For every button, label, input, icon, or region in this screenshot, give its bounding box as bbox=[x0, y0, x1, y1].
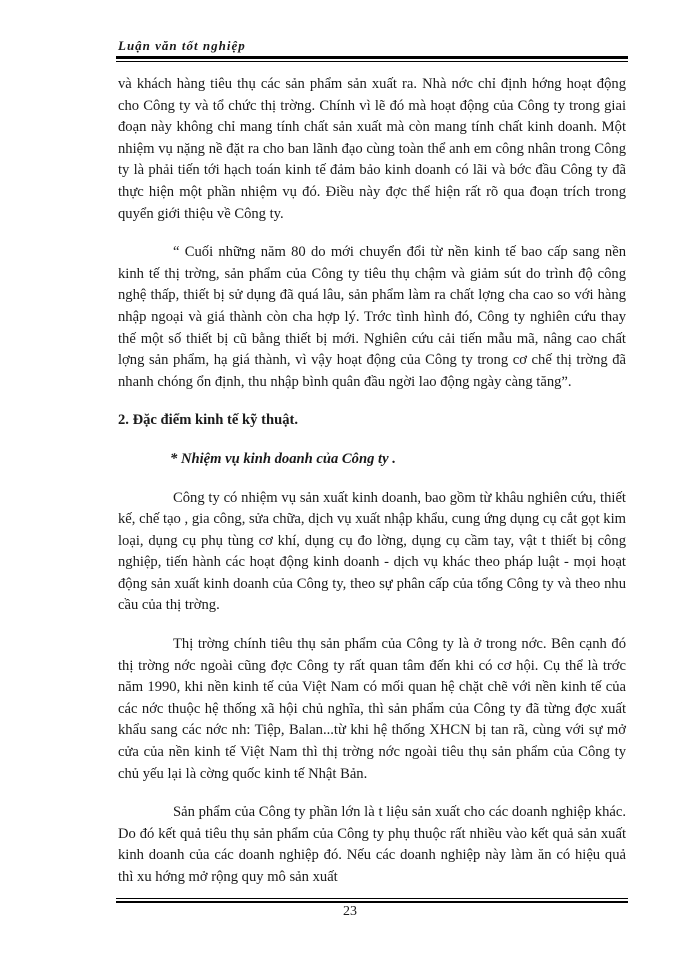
header-rule-thick bbox=[116, 56, 628, 59]
footer-rule-thick bbox=[116, 901, 628, 903]
paragraph-1: và khách hàng tiêu thụ các sản phẩm sản xuất ra. Nhà nớc chỉ định hớng hoạt động cho Công ty và tổ chức thị trờng. Chính vì lẽ đó mà hoạt động của Công ty trong giai đoạn này không chỉ mang tính chất sản xuất mà còn mang tính chất kinh doanh. Một nhiệm vụ nặng nề đặt ra cho ban lãnh đạo cùng toàn thể anh em công nhân trong Công ty là phải tiến tới hạch toán kinh tế đảm bảo kinh doanh có lãi và bớc đầu Công ty đã thực hiện một phần nhiệm vụ đó. Điều này đợc thể hiện rất rõ qua đoạn trích trong quyển giới thiệu về Công ty. bbox=[118, 76, 626, 222]
section-heading: 2. Đặc điểm kinh tế kỹ thuật. bbox=[118, 412, 299, 429]
page-body bbox=[118, 74, 626, 889]
paragraph-5: Sản phẩm của Công ty phần lớn là t liệu sản xuất cho các doanh nghiệp khác. Do đó kết quả tiêu thụ sản phẩm của Công ty phụ thuộc rất nhiều vào kết quả sản xuất kinh doanh của các doanh nghiệp đó. Nếu các doanh nghiệp này làm ăn có hiệu quả thì xu hớng mở rộng quy mô sản xuất bbox=[118, 804, 626, 885]
paragraph-4: Thị trờng chính tiêu thụ sản phẩm của Công ty là ở trong nớc. Bên cạnh đó thị trờng nớc ngoài cũng đợc Công ty rất quan tâm đến khi có cơ hội. Cụ thể là trớc năm 1990, khi nền kinh tế của Việt Nam có mối quan hệ chặt chẽ với nền kinh tế của các nớc thuộc hệ thống xã hội chủ nghĩa, thì sản phẩm của Công ty đã từng đợc xuất khẩu sang các nớc nh: Tiệp, Balan...từ khi hệ thống XHCN bị tan rã, cùng với sự mở cửa của nền kinh tế Việt Nam thì thị trờng nớc ngoài tiêu thụ sản phẩm của Công ty chủ yếu lại là cờng quốc kinh tế Nhật Bản. bbox=[118, 636, 626, 782]
header-rule-thin bbox=[116, 61, 628, 62]
paragraph-3: Công ty có nhiệm vụ sản xuất kinh doanh, bao gồm từ khâu nghiên cứu, thiết kế, chế tạo , gia công, sửa chữa, dịch vụ xuất nhập khẩu, cung ứng dụng cụ cắt gọt kim loại, dụng cụ phụ tùng cơ khí, dụng cụ đo lờng, dụng cụ cầm tay, vật t thiết bị công nghiệp, tiến hành các hoạt động kinh doanh - dịch vụ khác theo pháp luật - mọi hoạt động sản xuất kinh doanh của Công ty, theo sự phân cấp của tổng Công ty và theo nhu cầu của thị trờng. bbox=[118, 489, 626, 614]
quote-paragraph: “ Cuối những năm 80 do mới chuyển đổi từ nền kinh tế bao cấp sang nền kinh tế thị trờng, sản phẩm của Công ty tiêu thụ chậm và giảm sút do trình độ công nghệ thấp, thiết bị sử dụng đã quá lâu, sản phẩm làm ra chất lợng cha cao so với hàng nhập ngoại và giá thành còn cha hợp lý. Trớc tình hình đó, Công ty nghiên cứu thay thế một số thiết bị cũ bằng thiết bị mới. Nghiên cứu cải tiến mẫu mã, nâng cao chất lợng sản phẩm, hạ giá thành, vì vậy hoạt động của Công ty trong cơ chế thị trờng đã nhanh chóng ổn định, thu nhập bình quân đầu ngời lao động ngày càng tăng”. bbox=[118, 244, 626, 390]
running-header: Luận văn tốt nghiệp bbox=[118, 38, 246, 53]
sub-heading: * Nhiệm vụ kinh doanh của Công ty . bbox=[170, 450, 396, 467]
footer-rule-thin bbox=[116, 898, 628, 899]
page-number: 23 bbox=[343, 904, 357, 919]
